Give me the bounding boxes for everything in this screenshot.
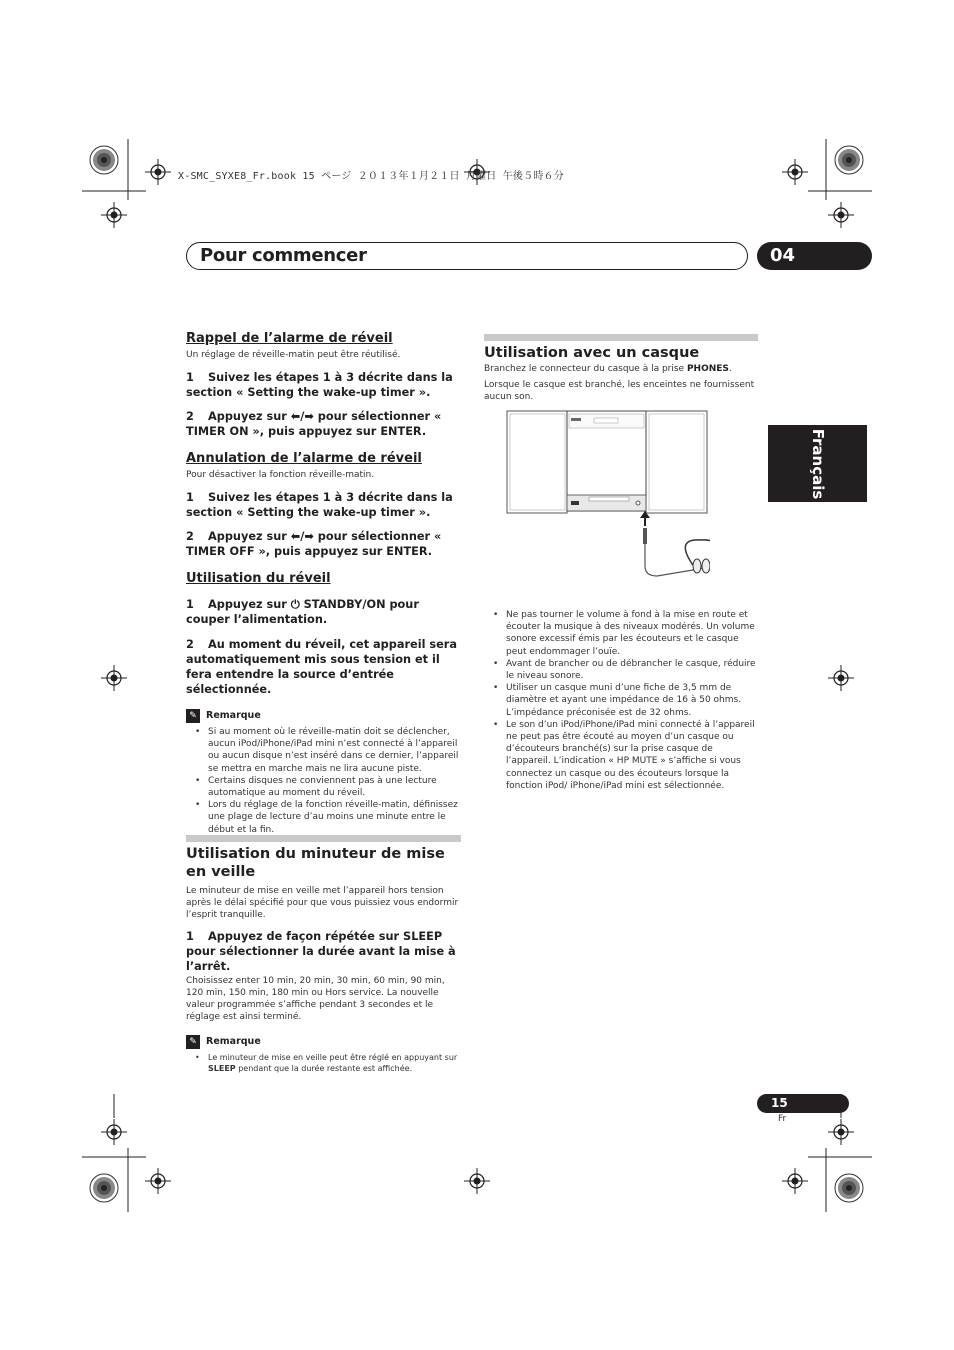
section-intro: Un réglage de réveille-matin peut être réutilisé. bbox=[186, 350, 401, 360]
left-column bbox=[186, 331, 462, 836]
step-number: 1 bbox=[186, 491, 194, 504]
left-speaker bbox=[507, 411, 567, 513]
right-speaker bbox=[646, 411, 707, 513]
step-item bbox=[186, 929, 462, 974]
list-item: • Certains disques ne conviennent pas à une lecture automatique au moment du réveil. bbox=[186, 775, 462, 799]
step-number: 1 bbox=[186, 371, 194, 384]
page-number: 15 bbox=[771, 1096, 788, 1110]
note-text: pendant que la durée restante est affichée. bbox=[235, 1064, 413, 1073]
headphones-connection-illustration bbox=[505, 408, 710, 600]
intro-text: Branchez le connecteur du casque à la prise bbox=[484, 364, 687, 374]
note-list bbox=[186, 1052, 462, 1074]
step-item bbox=[186, 490, 462, 520]
list-item bbox=[186, 1052, 462, 1074]
book-info-line: X-SMC_SYXE8_Fr.book 15 ページ ２０１３年１月２１日 月曜日 午後５時６分 bbox=[178, 171, 564, 182]
headphones-warnings bbox=[484, 609, 760, 792]
note-label: Remarque bbox=[206, 710, 261, 721]
note-heading bbox=[186, 1035, 462, 1049]
section-intro bbox=[484, 363, 760, 375]
list-item: • Lors du réglage de la fonction réveille-matin, définissez une plage de lecture d’au moins une minute entre le début et la fin. bbox=[186, 799, 462, 836]
step-text: Appuyez sur ⬅/➡ pour sélectionner « TIMER ON », puis appuyez sur ENTER. bbox=[186, 410, 442, 438]
section-title-alarm-recall: Rappel de l’alarme de réveil bbox=[186, 331, 393, 346]
step-text: Suivez les étapes 1 à 3 décrite dans la section « Setting the wake-up timer ». bbox=[186, 371, 453, 399]
step-number: 2 bbox=[186, 638, 194, 651]
note-text: Le minuteur de mise en veille peut être réglé en appuyant sur bbox=[208, 1053, 458, 1062]
pencil-note-icon: ✎ bbox=[186, 1035, 200, 1049]
list-item: • Ne pas tourner le volume à fond à la mise en route et écouter la musique à des niveaux modérés. Un volume sonore excessif émis par les écouteurs et le casque peut endommager l’ouïe. bbox=[484, 609, 760, 658]
intro-key: PHONES bbox=[686, 364, 729, 374]
step-number: 1 bbox=[186, 930, 194, 943]
headphones-icon bbox=[685, 540, 710, 573]
step-number: 1 bbox=[186, 598, 194, 611]
list-item: • Avant de brancher ou de débrancher le casque, réduire le niveau sonore. bbox=[484, 658, 760, 682]
section-title-headphones: Utilisation avec un casque bbox=[484, 345, 700, 361]
warning-list bbox=[484, 609, 760, 792]
sleep-timer-section bbox=[186, 845, 462, 1074]
section-title-alarm-use: Utilisation du réveil bbox=[186, 571, 331, 586]
section-title-alarm-cancel: Annulation de l’alarme de réveil bbox=[186, 451, 422, 466]
page-title: Pour commencer bbox=[200, 245, 367, 266]
step-item bbox=[186, 597, 462, 627]
list-item: • Le son d’un iPod/iPhone/iPad mini connecté à l’appareil ne peut pas être écouté au moyen d’un casque ou d’écouteurs branché(s) sur la prise casque de l’appareil. L’indication « HP MUTE » s’affiche si vous connectez un casque ou des écouteurs lorsque la fonction iPod/ iPhone/iPad mini est sélectionnée. bbox=[484, 719, 760, 792]
section-intro: Pour désactiver la fonction réveille-matin. bbox=[186, 470, 375, 480]
step-number: 2 bbox=[186, 410, 194, 423]
step-text: Au moment du réveil, cet appareil sera automatiquement mis sous tension et il fera entendre la source d’entrée sélectionnée. bbox=[186, 638, 457, 696]
section-divider-bar bbox=[186, 835, 461, 842]
list-item: • Si au moment où le réveille-matin doit se déclencher, aucun iPod/iPhone/iPad mini n’est connecté à l’appareil ou aucun disque n’est inséré dans ce dernier, l’appareil se mettra en marche mais ne lira aucune piste. bbox=[186, 726, 462, 775]
note-label: Remarque bbox=[206, 1036, 261, 1047]
step-detail: Choisissez enter 10 min, 20 min, 30 min, 60 min, 90 min, 120 min, 150 min, 180 min ou Hors service. La nouvelle valeur programmée s’affiche pendant 3 secondes et le réglage est ainsi terminé. bbox=[186, 976, 445, 1022]
section-intro: Le minuteur de mise en veille met l’appareil hors tension après le délai spécifié pour que vous puissiez vous endormir l’esprit tranquille. bbox=[186, 886, 459, 920]
step-item bbox=[186, 370, 462, 400]
step-item bbox=[186, 409, 462, 439]
chapter-number: 04 bbox=[770, 245, 796, 266]
intro-text: . bbox=[728, 364, 732, 374]
section-note: Lorsque le casque est branché, les enceintes ne fournissent aucun son. bbox=[484, 380, 755, 402]
section-divider-bar bbox=[484, 334, 758, 341]
phones-jack bbox=[636, 501, 640, 505]
step-text: Suivez les étapes 1 à 3 décrite dans la section « Setting the wake-up timer ». bbox=[186, 491, 453, 519]
note-key: SLEEP bbox=[208, 1064, 236, 1073]
step-text: Appuyez sur ⬅/➡ pour sélectionner « TIMER OFF », puis appuyez sur ENTER. bbox=[186, 530, 442, 558]
step-item bbox=[186, 529, 462, 559]
note-heading bbox=[186, 709, 462, 723]
step-text: Appuyez sur ⏻ STANDBY/ON pour couper l’alimentation. bbox=[186, 598, 419, 626]
note-list bbox=[186, 726, 462, 836]
step-item bbox=[186, 637, 462, 697]
step-text: Appuyez de façon répétée sur SLEEP pour sélectionner la durée avant la mise à l’arrêt. bbox=[186, 930, 456, 973]
step-number: 2 bbox=[186, 530, 194, 543]
right-column bbox=[484, 344, 760, 403]
page-language-code: Fr bbox=[778, 1114, 787, 1124]
pencil-note-icon: ✎ bbox=[186, 709, 200, 723]
section-title-sleep-timer: Utilisation du minuteur de mise en veille bbox=[186, 846, 445, 880]
language-tab-label: Français bbox=[809, 428, 827, 500]
list-item: • Utiliser un casque muni d’une fiche de 3,5 mm de diamètre et ayant une impédance de 16 à 50 ohms. L’impédance préconisée est de 32 ohms. bbox=[484, 682, 760, 719]
